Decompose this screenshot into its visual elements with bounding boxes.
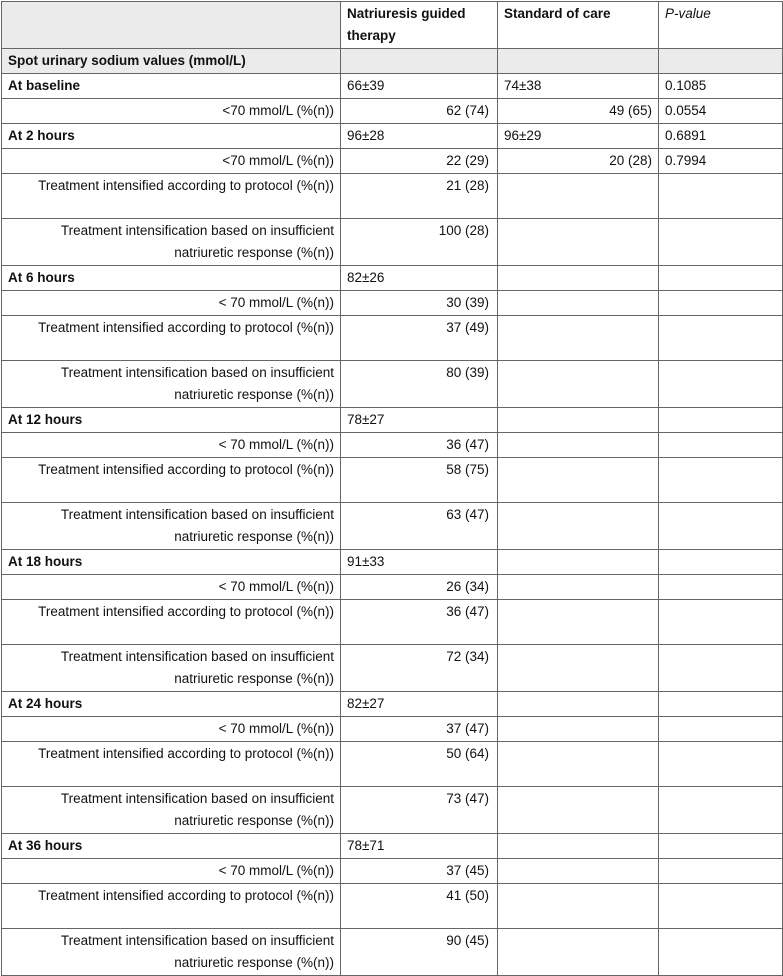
- sub-row: [2, 645, 783, 692]
- p-value: 0.7994: [659, 149, 783, 174]
- group-label: At baseline: [2, 74, 341, 99]
- standard-of-care-value: 20 (28): [498, 149, 659, 174]
- p-value: 0.1085: [659, 74, 783, 99]
- group-row: [2, 692, 783, 717]
- natriuresis-guided-value: 91±33: [341, 550, 498, 575]
- section-empty-cell: [341, 49, 498, 74]
- standard-of-care-value: [498, 859, 659, 884]
- section-row: [2, 49, 783, 74]
- p-value: [659, 550, 783, 575]
- natriuresis-guided-value: 58 (75): [341, 458, 498, 503]
- p-value: [659, 408, 783, 433]
- sub-row-label: Treatment intensification based on insufficient natriuretic response (%(n)): [2, 361, 341, 408]
- standard-of-care-value: [498, 787, 659, 834]
- standard-of-care-value: 74±38: [498, 74, 659, 99]
- sub-row: [2, 859, 783, 884]
- sub-row: [2, 361, 783, 408]
- sub-row-label: < 70 mmol/L (%(n)): [2, 859, 341, 884]
- natriuresis-guided-value: 41 (50): [341, 884, 498, 929]
- natriuresis-guided-value: 37 (45): [341, 859, 498, 884]
- natriuresis-guided-value: 78±71: [341, 834, 498, 859]
- standard-of-care-value: [498, 174, 659, 219]
- standard-of-care-value: [498, 408, 659, 433]
- p-value: [659, 575, 783, 600]
- sub-row: [2, 787, 783, 834]
- natriuresis-guided-value: 26 (34): [341, 575, 498, 600]
- natriuresis-guided-value: 82±26: [341, 266, 498, 291]
- standard-of-care-value: [498, 433, 659, 458]
- natriuresis-guided-value: 36 (47): [341, 433, 498, 458]
- group-row: [2, 74, 783, 99]
- p-value: [659, 219, 783, 266]
- sub-row-label: < 70 mmol/L (%(n)): [2, 717, 341, 742]
- natriuresis-guided-value: 37 (47): [341, 717, 498, 742]
- p-value: [659, 361, 783, 408]
- sub-row-label: <70 mmol/L (%(n)): [2, 99, 341, 124]
- standard-of-care-value: [498, 503, 659, 550]
- sub-row-label: Treatment intensification based on insufficient natriuretic response (%(n)): [2, 503, 341, 550]
- p-value: [659, 884, 783, 929]
- sub-row: [2, 433, 783, 458]
- p-value: [659, 291, 783, 316]
- natriuresis-guided-value: 96±28: [341, 124, 498, 149]
- natriuresis-guided-value: 30 (39): [341, 291, 498, 316]
- natriuresis-guided-value: 90 (45): [341, 929, 498, 976]
- sub-row: [2, 174, 783, 219]
- sub-row-label: Treatment intensified according to protocol (%(n)): [2, 316, 341, 361]
- sub-row-label: < 70 mmol/L (%(n)): [2, 291, 341, 316]
- p-value: [659, 174, 783, 219]
- sub-row-label: Treatment intensified according to protocol (%(n)): [2, 742, 341, 787]
- p-value: [659, 600, 783, 645]
- sub-row-label: Treatment intensified according to protocol (%(n)): [2, 600, 341, 645]
- p-value: 0.0554: [659, 99, 783, 124]
- standard-of-care-value: [498, 361, 659, 408]
- group-label: At 18 hours: [2, 550, 341, 575]
- standard-of-care-value: [498, 219, 659, 266]
- standard-of-care-value: [498, 884, 659, 929]
- sub-row-label: Treatment intensification based on insufficient natriuretic response (%(n)): [2, 787, 341, 834]
- header-natriuresis-guided: Natriuresis guided therapy: [341, 2, 498, 49]
- natriuresis-guided-value: 78±27: [341, 408, 498, 433]
- natriuresis-guided-value: 73 (47): [341, 787, 498, 834]
- standard-of-care-value: 49 (65): [498, 99, 659, 124]
- sub-row: [2, 742, 783, 787]
- p-value: [659, 692, 783, 717]
- group-label: At 6 hours: [2, 266, 341, 291]
- standard-of-care-value: [498, 550, 659, 575]
- p-value: [659, 787, 783, 834]
- group-label: At 24 hours: [2, 692, 341, 717]
- p-value: [659, 266, 783, 291]
- p-value: [659, 859, 783, 884]
- standard-of-care-value: [498, 575, 659, 600]
- sub-row: [2, 503, 783, 550]
- standard-of-care-value: [498, 717, 659, 742]
- standard-of-care-value: [498, 458, 659, 503]
- sub-row-label: < 70 mmol/L (%(n)): [2, 575, 341, 600]
- p-value: [659, 503, 783, 550]
- p-value: [659, 645, 783, 692]
- sub-row-label: Treatment intensification based on insufficient natriuretic response (%(n)): [2, 219, 341, 266]
- standard-of-care-value: [498, 645, 659, 692]
- natriuresis-guided-value: 80 (39): [341, 361, 498, 408]
- p-value: [659, 834, 783, 859]
- group-label: At 2 hours: [2, 124, 341, 149]
- group-label: At 36 hours: [2, 834, 341, 859]
- group-row: [2, 834, 783, 859]
- natriuresis-guided-value: 50 (64): [341, 742, 498, 787]
- standard-of-care-value: [498, 291, 659, 316]
- standard-of-care-value: [498, 834, 659, 859]
- group-row: [2, 124, 783, 149]
- sub-row: [2, 929, 783, 976]
- standard-of-care-value: [498, 600, 659, 645]
- group-label: At 12 hours: [2, 408, 341, 433]
- section-empty-cell: [498, 49, 659, 74]
- natriuresis-guided-value: 62 (74): [341, 99, 498, 124]
- sub-row-label: Treatment intensification based on insufficient natriuretic response (%(n)): [2, 929, 341, 976]
- sub-row: [2, 717, 783, 742]
- header-standard-of-care: Standard of care: [498, 2, 659, 49]
- natriuresis-guided-value: 37 (49): [341, 316, 498, 361]
- natriuresis-guided-value: 21 (28): [341, 174, 498, 219]
- sub-row: [2, 149, 783, 174]
- standard-of-care-value: [498, 929, 659, 976]
- sub-row-label: Treatment intensified according to protocol (%(n)): [2, 458, 341, 503]
- sub-row: [2, 575, 783, 600]
- sub-row-label: Treatment intensified according to protocol (%(n)): [2, 174, 341, 219]
- natriuresis-guided-value: 36 (47): [341, 600, 498, 645]
- group-row: [2, 408, 783, 433]
- p-value: 0.6891: [659, 124, 783, 149]
- natriuresis-guided-value: 63 (47): [341, 503, 498, 550]
- urinary-sodium-table: [1, 1, 783, 976]
- p-value: [659, 717, 783, 742]
- natriuresis-guided-value: 22 (29): [341, 149, 498, 174]
- sub-row: [2, 884, 783, 929]
- p-value: [659, 433, 783, 458]
- sub-row: [2, 219, 783, 266]
- sub-row: [2, 99, 783, 124]
- header-p-value: P-value: [659, 2, 783, 49]
- sub-row-label: <70 mmol/L (%(n)): [2, 149, 341, 174]
- natriuresis-guided-value: 72 (34): [341, 645, 498, 692]
- sub-row: [2, 458, 783, 503]
- sub-row-label: < 70 mmol/L (%(n)): [2, 433, 341, 458]
- section-empty-cell: [659, 49, 783, 74]
- standard-of-care-value: [498, 316, 659, 361]
- sub-row: [2, 316, 783, 361]
- natriuresis-guided-value: 66±39: [341, 74, 498, 99]
- p-value: [659, 458, 783, 503]
- group-row: [2, 266, 783, 291]
- p-value: [659, 929, 783, 976]
- sub-row-label: Treatment intensified according to protocol (%(n)): [2, 884, 341, 929]
- section-title: Spot urinary sodium values (mmol/L): [2, 49, 341, 74]
- sub-row-label: Treatment intensification based on insufficient natriuretic response (%(n)): [2, 645, 341, 692]
- header-row: [2, 2, 783, 49]
- standard-of-care-value: [498, 266, 659, 291]
- standard-of-care-value: [498, 692, 659, 717]
- natriuresis-guided-value: 100 (28): [341, 219, 498, 266]
- group-row: [2, 550, 783, 575]
- standard-of-care-value: [498, 742, 659, 787]
- standard-of-care-value: 96±29: [498, 124, 659, 149]
- p-value: [659, 316, 783, 361]
- p-value: [659, 742, 783, 787]
- natriuresis-guided-value: 82±27: [341, 692, 498, 717]
- header-blank-cell: [2, 2, 341, 49]
- sub-row: [2, 600, 783, 645]
- sub-row: [2, 291, 783, 316]
